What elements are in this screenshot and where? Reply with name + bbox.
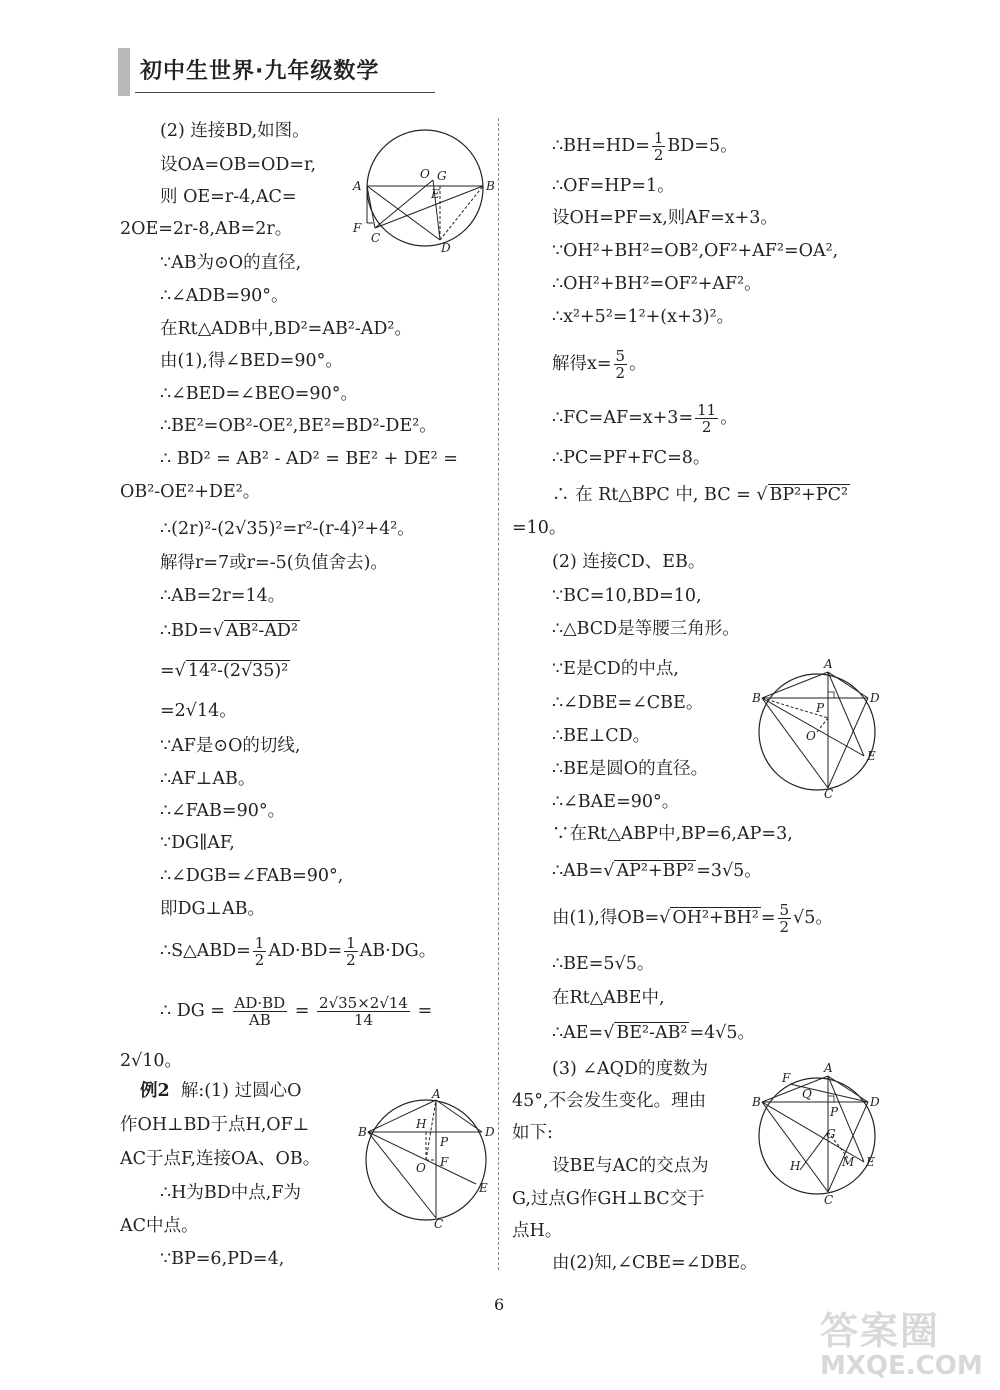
- formula-text: 。: [629, 354, 647, 374]
- svg-text:A: A: [824, 1061, 833, 1075]
- svg-text:H: H: [790, 1159, 801, 1173]
- column-divider: [498, 118, 500, 1270]
- geometry-figure-2: [358, 1088, 498, 1228]
- example-heading: [140, 1080, 301, 1102]
- formula-text: ∴ 在 Rt△BPC 中, BC =: [552, 485, 751, 505]
- svg-text:F: F: [353, 221, 362, 235]
- text-line: (2) 连接BD,如图。: [160, 121, 310, 141]
- header-bar: [118, 48, 130, 96]
- text-line: AC于点F,连接OA、OB。: [120, 1149, 321, 1169]
- text-line: 2OE=2r-8,AB=2r。: [120, 219, 293, 239]
- formula-text: ∴S△ABD=: [160, 941, 251, 961]
- sqrt-radicand: AP²+BP²: [616, 861, 695, 881]
- svg-text:D: D: [441, 241, 451, 253]
- text-line: =10。: [512, 518, 567, 538]
- text-line: 即DG⊥AB。: [160, 899, 265, 919]
- svg-text:O: O: [416, 1161, 426, 1175]
- formula-line: [160, 935, 436, 968]
- fraction: $\frac{11}{2}$: [697, 401, 717, 436]
- formula-text: 由(1),得OB=: [552, 908, 660, 928]
- text-line: ∵OH²+BH²=OB²,OF²+AF²=OA²,: [552, 241, 839, 261]
- svg-text:D: D: [870, 691, 880, 705]
- svg-text:M: M: [842, 1155, 855, 1169]
- formula-text: =: [760, 908, 776, 928]
- text-line: ∴BE=5√5。: [552, 954, 655, 974]
- text-line: AC中点。: [120, 1216, 199, 1236]
- formula-line: [552, 348, 647, 381]
- text-line: 如下:: [512, 1123, 553, 1143]
- text-line: ∵BC=10,BD=10,: [552, 586, 702, 606]
- text-line: ∴∠BAE=90°。: [552, 792, 680, 812]
- text-line: ∴AF⊥AB。: [160, 769, 256, 789]
- text-line: 2√10。: [120, 1051, 183, 1071]
- text-line: 点H。: [512, 1221, 563, 1241]
- text-line: 作OH⊥BD于点H,OF⊥: [120, 1115, 310, 1135]
- fraction: $\frac{1}{2}$: [653, 129, 664, 164]
- formula-text: ∴AE=: [552, 1023, 604, 1043]
- svg-text:A: A: [353, 179, 362, 193]
- formula-text: =4√5。: [689, 1023, 756, 1043]
- text-line: ∴∠DBE=∠CBE。: [552, 693, 704, 713]
- formula-text: √5。: [793, 908, 833, 928]
- text-line: ∴ BD² = AB² - AD² = BE² + DE² =: [160, 449, 458, 469]
- svg-text:O: O: [420, 167, 430, 181]
- sqrt-radicand: 14²-(2√35)²: [187, 661, 289, 681]
- header-rule: [135, 92, 435, 93]
- text-line: 45°,不会发生变化。理由: [512, 1091, 707, 1111]
- formula-text: =: [417, 1001, 433, 1021]
- formula-text: BD=5。: [667, 136, 738, 156]
- fraction: $\frac{AD\cdot BD}{AB}$: [234, 994, 286, 1029]
- svg-text:E: E: [479, 1181, 488, 1195]
- text-line: ∵DG∥AF,: [160, 833, 235, 853]
- text-line: ∴∠DGB=∠FAB=90°,: [160, 866, 344, 886]
- svg-text:B: B: [752, 1095, 761, 1109]
- formula-text: ∴AB=: [552, 861, 604, 881]
- geometry-figure-4: [752, 1058, 892, 1206]
- text-line: 在Rt△ADB中,BD²=AB²-AD²。: [160, 319, 412, 339]
- formula-line: [552, 402, 738, 435]
- svg-text:Q: Q: [802, 1087, 812, 1101]
- formula-line: [552, 130, 738, 163]
- svg-text:E: E: [431, 187, 440, 201]
- text-line: 在Rt△ABE中,: [552, 988, 665, 1008]
- text-line: ∴x²+5²=1²+(x+3)²。: [552, 307, 735, 327]
- fraction: $\frac{1}{2}$: [254, 934, 265, 969]
- page-header-title: 初中生世界·九年级数学: [140, 59, 380, 84]
- formula-text: ∴BD=: [160, 621, 213, 641]
- svg-text:A: A: [824, 657, 833, 671]
- text-line: ∵E是CD的中点,: [552, 659, 679, 679]
- svg-text:P: P: [830, 1105, 839, 1119]
- formula-text: 。: [720, 408, 738, 428]
- text-line: (3) ∠AQD的度数为: [552, 1059, 709, 1079]
- text-line: ∴∠FAB=90°。: [160, 801, 286, 821]
- svg-text:D: D: [485, 1125, 495, 1139]
- fraction: $\frac{5}{2}$: [615, 347, 626, 382]
- svg-text:C: C: [824, 787, 834, 800]
- text-line: ∴PC=PF+FC=8。: [552, 448, 711, 468]
- text-line: ∵在Rt△ABP中,BP=6,AP=3,: [552, 824, 793, 844]
- formula-line: [160, 995, 432, 1028]
- formula-text: ∴BH=HD=: [552, 136, 650, 156]
- formula-line: ∴AB=√ AP²+BP² =3√5。: [552, 861, 762, 881]
- text-line: ∴△BCD是等腰三角形。: [552, 619, 740, 639]
- sqrt-radicand: BP²+PC²: [769, 485, 849, 505]
- text-line: ∴(2r)²-(2√35)²=r²-(r-4)²+4²。: [160, 519, 415, 539]
- svg-text:H: H: [416, 1117, 427, 1131]
- text-line: 设BE与AC的交点为: [552, 1156, 709, 1176]
- formula-line: ∴ 在 Rt△BPC 中, BC = √ BP²+PC²: [552, 485, 849, 505]
- text-line: 解得r=7或r=-5(负值舍去)。: [160, 553, 388, 573]
- fraction: $\frac{5}{2}$: [779, 901, 790, 936]
- text-line: ∴OH²+BH²=OF²+AF²。: [552, 274, 762, 294]
- formula-text: ∴ DG =: [160, 1001, 225, 1021]
- text-line: ∴BE是圆O的直径。: [552, 759, 709, 779]
- svg-text:C: C: [371, 231, 381, 245]
- text-line: ∵BP=6,PD=4,: [160, 1249, 285, 1269]
- text-line: ∴BE²=OB²-OE²,BE²=BD²-DE²。: [160, 416, 437, 436]
- text-line: ∴H为BD中点,F为: [160, 1183, 301, 1203]
- svg-text:B: B: [752, 691, 761, 705]
- svg-text:P: P: [440, 1135, 449, 1149]
- text-line: 由(2)知,∠CBE=∠DBE。: [552, 1253, 758, 1273]
- svg-text:E: E: [866, 1155, 875, 1169]
- fraction: $\frac{2√35\times 2√14}{14}$: [319, 994, 408, 1029]
- text-line: ∵AB为⊙O的直径,: [160, 253, 302, 273]
- svg-text:F: F: [440, 1155, 449, 1169]
- text-line: 则 OE=r-4,AC=: [160, 187, 297, 207]
- example-label: 例2: [140, 1081, 170, 1101]
- svg-text:B: B: [486, 179, 495, 193]
- text-line: G,过点G作GH⊥BC交于: [512, 1189, 705, 1209]
- svg-text:B: B: [358, 1125, 367, 1139]
- svg-text:C: C: [434, 1217, 444, 1228]
- text-line: ∵AF是⊙O的切线,: [160, 736, 301, 756]
- watermark-url: MXQE.COM: [820, 1351, 983, 1381]
- svg-text:D: D: [870, 1095, 880, 1109]
- text-line: 由(1),得∠BED=90°。: [160, 351, 343, 371]
- svg-text:P: P: [816, 701, 825, 715]
- watermark-text: 答案圈: [820, 1309, 941, 1353]
- svg-text:O: O: [806, 729, 816, 743]
- formula-text: 解得x=: [552, 354, 612, 374]
- formula-text: =: [294, 1001, 310, 1021]
- svg-text:E: E: [867, 749, 876, 763]
- geometry-figure-1: [345, 128, 495, 253]
- text-line: 设OH=PF=x,则AF=x+3。: [552, 208, 778, 228]
- sqrt-radicand: AB²-AD²: [225, 621, 298, 641]
- text-line: ∴∠ADB=90°。: [160, 286, 289, 306]
- text-line: OB²-OE²+DE²。: [120, 482, 261, 502]
- formula-text: ∴FC=AF=x+3=: [552, 408, 694, 428]
- page-number: 6: [494, 1295, 505, 1314]
- formula-line: ∴BD=√ AB²-AD²: [160, 621, 298, 641]
- svg-text:G: G: [826, 1127, 836, 1141]
- formula-text: =: [160, 661, 175, 681]
- svg-text:G: G: [437, 169, 447, 183]
- text-line: ∴OF=HP=1。: [552, 176, 675, 196]
- formula-line: ∴AE=√ BE²-AB² =4√5。: [552, 1023, 756, 1043]
- watermark-logo: [820, 1300, 995, 1385]
- fraction: $\frac{1}{2}$: [346, 934, 356, 969]
- text-line: ∴AB=2r=14。: [160, 586, 286, 606]
- svg-text:C: C: [824, 1193, 834, 1206]
- text-line: (2) 连接CD、EB。: [552, 552, 706, 572]
- text-line: ∴∠BED=∠BEO=90°。: [160, 384, 358, 404]
- sqrt-radicand: OH²+BH²: [672, 908, 759, 928]
- sqrt-radicand: BE²-AB²: [616, 1023, 688, 1043]
- formula-text: AD·BD=: [268, 941, 343, 961]
- text-line: =2√14。: [160, 701, 237, 721]
- formula-text: =3√5。: [696, 861, 762, 881]
- formula-line: 由(1),得OB=√ OH²+BH² = $\frac{5}{2}$ √5。: [552, 901, 833, 936]
- geometry-figure-3: [752, 652, 892, 800]
- formula-line: =√ 14²-(2√35)²: [160, 661, 289, 681]
- text-line: 设OA=OB=OD=r,: [160, 155, 317, 175]
- svg-text:A: A: [432, 1088, 441, 1101]
- text-line: 解:(1) 过圆心O: [180, 1081, 302, 1101]
- text-line: ∴BE⊥CD。: [552, 726, 651, 746]
- svg-text:F: F: [782, 1071, 791, 1085]
- formula-text: AB·DG。: [359, 941, 437, 961]
